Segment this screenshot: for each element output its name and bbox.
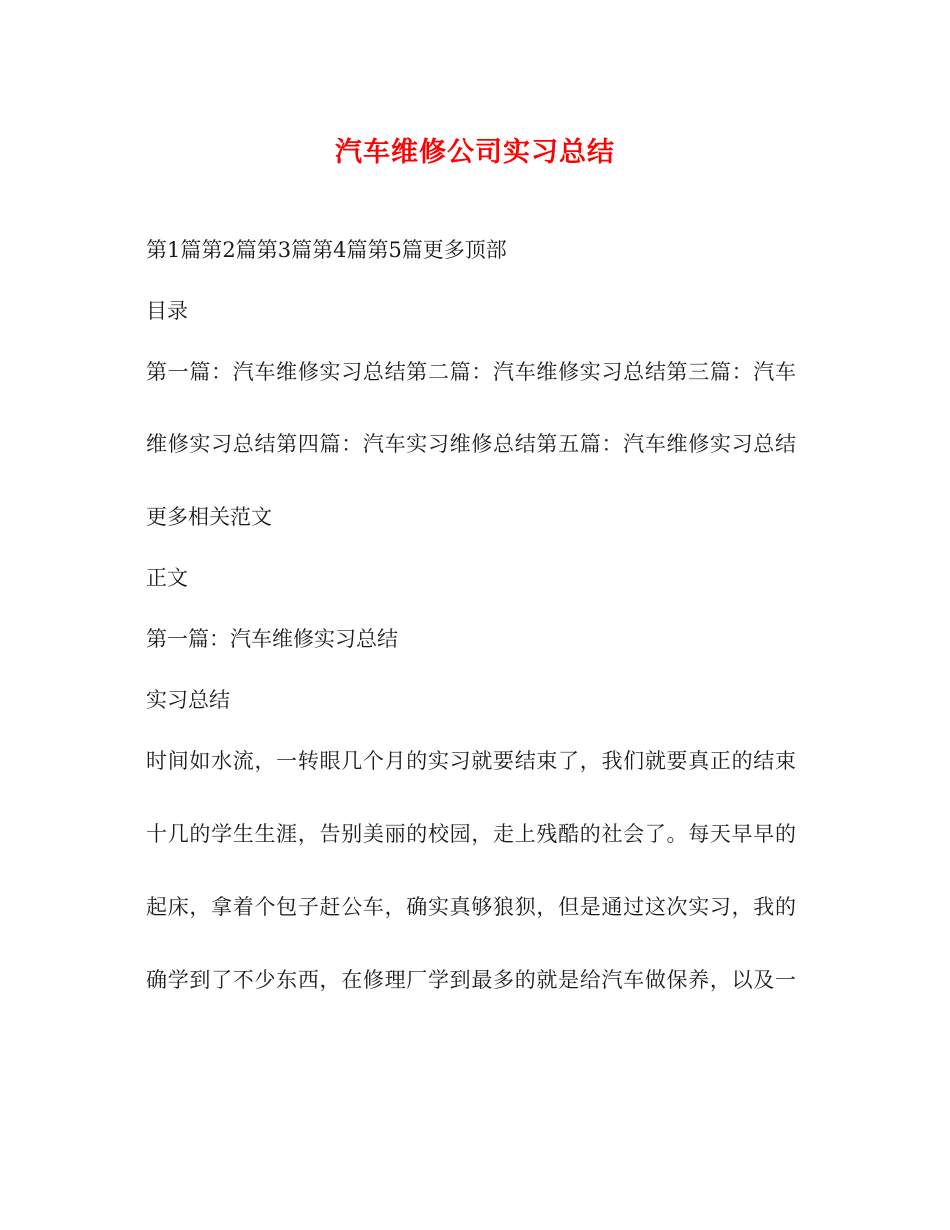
subheading: 实习总结 [146,688,230,712]
toc-line-1[interactable]: 第一篇：汽车维修实习总结第二篇：汽车维修实习总结第三篇：汽车 [146,360,796,384]
paragraph-line-1: 时间如水流，一转眼几个月的实习就要结束了，我们就要真正的结束 [146,749,796,773]
more-related-link[interactable]: 更多相关范文 [146,505,272,529]
paragraph-line-4: 确学到了不少东西，在修理厂学到最多的就是给汽车做保养，以及一 [146,968,796,992]
toc-line-2[interactable]: 维修实习总结第四篇：汽车实习维修总结第五篇：汽车维修实习总结 [146,432,796,456]
toc-heading: 目录 [146,299,188,323]
paragraph-line-2: 十几的学生生涯，告别美丽的校园，走上残酷的社会了。每天早早的 [146,822,796,846]
document-title: 汽车维修公司实习总结 [335,137,615,168]
section-1-title: 第一篇：汽车维修实习总结 [146,627,398,651]
section-nav-links[interactable]: 第1篇第2篇第3篇第4篇第5篇更多顶部 [146,238,507,262]
paragraph-line-3: 起床，拿着个包子赶公车，确实真够狼狈，但是通过这次实习，我的 [146,895,796,919]
body-heading: 正文 [146,566,188,590]
